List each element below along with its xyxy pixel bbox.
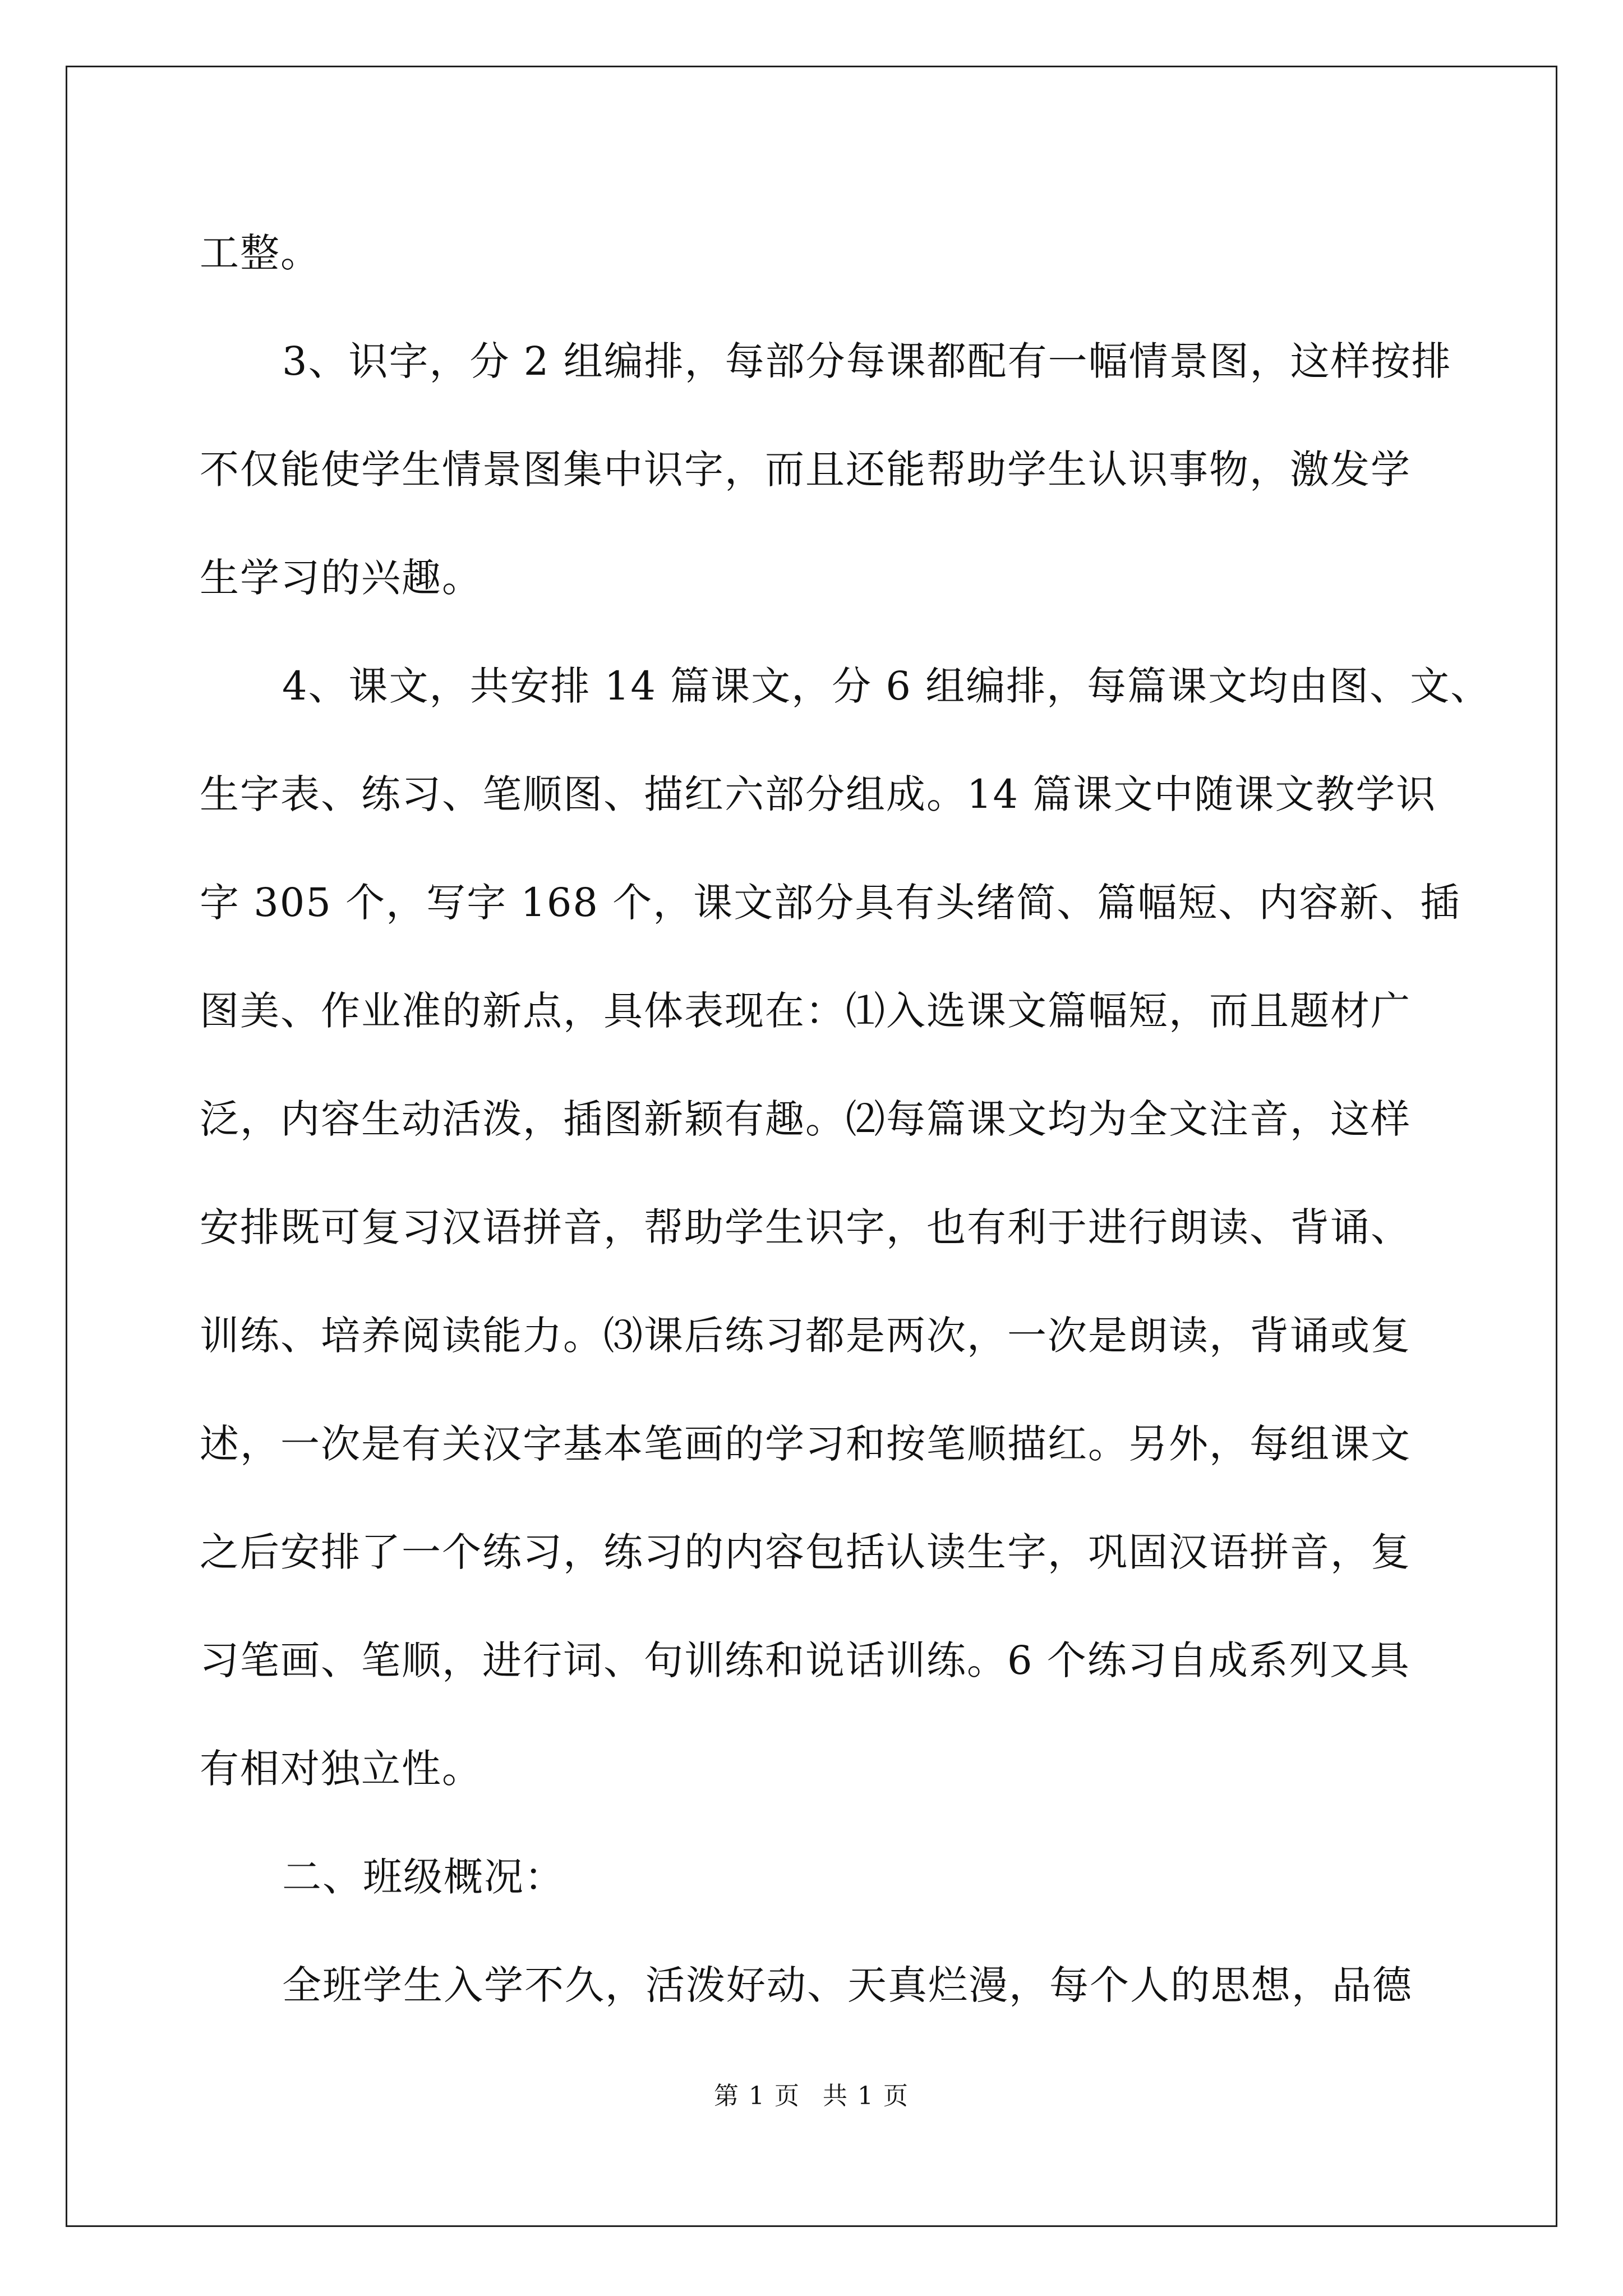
text-line: 全班学生入学不久，活泼好动、天真烂漫，每个人的思想，品德 [282,1962,1413,2008]
text-line: 字 305 个，写字 168 个，课文部分具有头绪简、篇幅短、内容新、插 [200,880,1461,926]
text-line: 不仅能使学生情景图集中识字，而且还能帮助学生认识事物，激发学 [200,447,1411,493]
text-line: 安排既可复习汉语拼音，帮助学生识字，也有利于进行朗读、背诵、 [200,1204,1411,1250]
text-line: 生字表、练习、笔顺图、描红六部分组成。14 篇课文中随课文教学识 [200,771,1437,817]
text-line: 3、识字，分 2 组编排，每部分每课都配有一幅情景图，这样按排 [282,338,1452,384]
document-body [200,199,1491,2040]
section-heading: 二、班级概况： [282,1854,565,1900]
page-footer [0,2076,1623,2111]
text-line: 工整。 [200,230,321,276]
text-line: 训练、培养阅读能力。⑶课后练习都是两次，一次是朗读，背诵或复 [200,1313,1411,1359]
text-line: 生学习的兴趣。 [200,555,482,601]
page-total: 共 1 页 [823,2082,909,2110]
text-line: 图美、作业准的新点，具体表现在：⑴入选课文篇幅短，而且题材广 [200,988,1411,1034]
text-line: 习笔画、笔顺，进行词、句训练和说话训练。6 个练习自成系列又具 [200,1637,1410,1683]
text-line: 有相对独立性。 [200,1746,482,1792]
text-line: 之后安排了一个练习，练习的内容包括认读生字，巩固汉语拼音，复 [200,1529,1411,1575]
text-line: 述，一次是有关汉字基本笔画的学习和按笔顺描红。另外，每组课文 [200,1421,1411,1467]
page-number: 第 1 页 [714,2082,800,2110]
text-line: 4、课文，共安排 14 篇课文，分 6 组编排，每篇课文均由图、文、 [282,663,1491,709]
text-line: 泛，内容生动活泼，插图新颖有趣。⑵每篇课文均为全文注音，这样 [200,1096,1411,1142]
